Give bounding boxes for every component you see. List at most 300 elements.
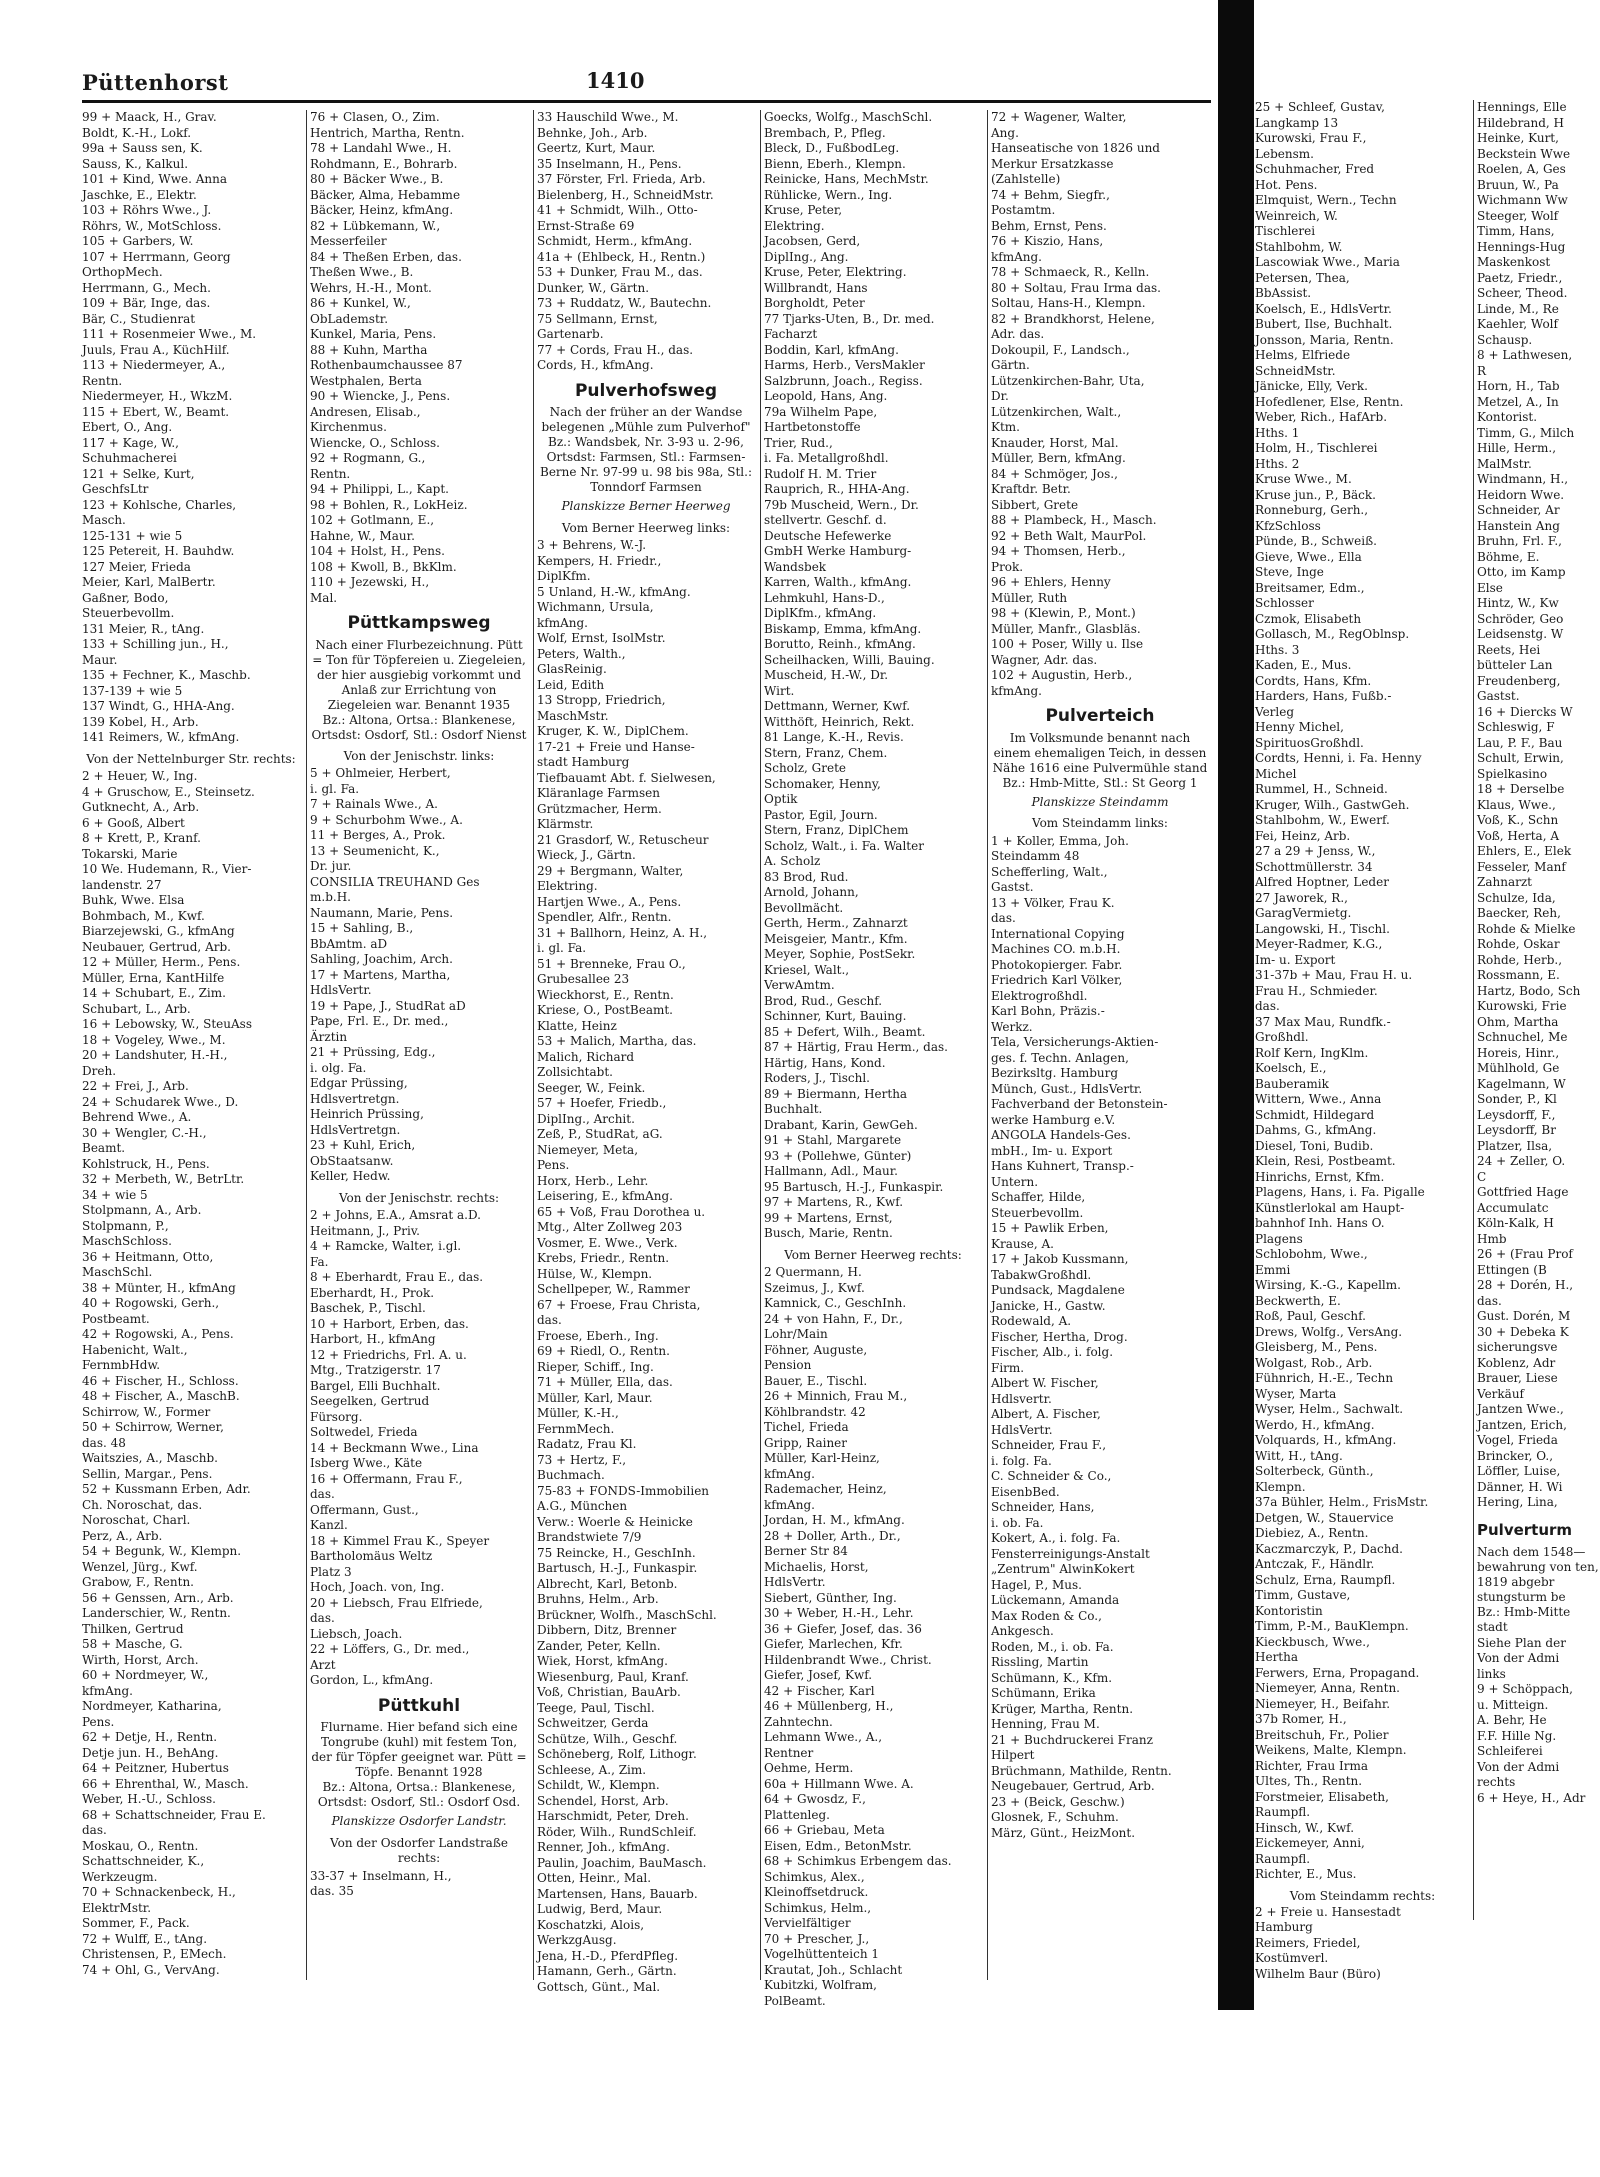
directory-entry: MaschMstr. bbox=[537, 708, 609, 723]
directory-entry: Krüger, Martha, Rentn. bbox=[991, 1701, 1134, 1716]
directory-entry: Radatz, Frau Kl. bbox=[537, 1437, 637, 1451]
directory-entry: 41 + Schmidt, Wilh., Otto- bbox=[537, 203, 698, 217]
directory-entry: Ludwig, Berd, Maur. bbox=[537, 1902, 663, 1916]
directory-entry: Härtig, Hans, Kond. bbox=[764, 1055, 886, 1070]
directory-entry: 14 + Beckmann Wwe., Lina bbox=[310, 1440, 479, 1455]
directory-entry: 48 + Fischer, A., MaschB. bbox=[82, 1389, 240, 1403]
directory-entry: Kläranlage Farmsen bbox=[537, 786, 660, 800]
directory-entry: MaschSchl. bbox=[82, 1265, 153, 1279]
directory-entry: 18 + Vogeley, Wwe., M. bbox=[82, 1032, 226, 1047]
directory-entry: Boldt, K.-H., Lokf. bbox=[82, 125, 192, 140]
directory-entry: Ferwers, Erna, Propagand. bbox=[1255, 1665, 1420, 1680]
directory-entry: Fachverband der Betonstein- bbox=[991, 1097, 1168, 1111]
directory-entry: 62 + Detje, H., Rentn. bbox=[82, 1730, 218, 1744]
directory-entry: Mühlhold, Ge bbox=[1477, 1061, 1560, 1075]
directory-entry: WerkzgAusg. bbox=[537, 1933, 617, 1947]
section-side-label: Vom Steindamm rechts: bbox=[1289, 1888, 1436, 1903]
plan-sketch: Planskizze Berner Heerweg bbox=[561, 499, 731, 513]
directory-entry: A. Behr, He bbox=[1477, 1713, 1547, 1727]
directory-entry: Kagelmann, W bbox=[1477, 1076, 1566, 1091]
directory-entry: Niedermeyer, H., WkzM. bbox=[82, 389, 233, 403]
directory-entry: Machines CO. m.b.H. bbox=[991, 942, 1121, 956]
directory-entry: Raumpfl. bbox=[1255, 1805, 1311, 1819]
directory-entry: Hentrich, Martha, Rentn. bbox=[310, 125, 465, 140]
directory-entry: FernmbHdw. bbox=[82, 1358, 161, 1372]
directory-entry: Mtg., Tratzigerstr. 17 bbox=[310, 1363, 441, 1377]
directory-entry: 30 + Debeka K bbox=[1477, 1324, 1569, 1339]
directory-entry: Vervielfältiger bbox=[764, 1916, 851, 1930]
directory-entry: Accumulatc bbox=[1477, 1200, 1549, 1215]
directory-entry: Dahms, G., kfmAng. bbox=[1255, 1123, 1377, 1137]
directory-entry: Kruse Wwe., M. bbox=[1255, 472, 1352, 486]
directory-entry: Deutsche Hefewerke bbox=[764, 528, 892, 543]
directory-entry: Wyser, Helm., Sachwalt. bbox=[1255, 1402, 1404, 1416]
directory-entry: Hdlsvertr. bbox=[991, 1391, 1052, 1406]
directory-entry: Von der Admi bbox=[1477, 1651, 1560, 1665]
page-gutter bbox=[1218, 0, 1254, 2010]
directory-entry: Tiefbauamt Abt. f. Sielwesen, bbox=[537, 770, 716, 785]
directory-entry: 21 + Prüssing, Edg., bbox=[310, 1045, 436, 1059]
directory-entry: Hoch, Joach. von, Ing. bbox=[310, 1580, 445, 1594]
directory-entry: landenstr. 27 bbox=[82, 877, 162, 892]
directory-entry: 92 + Beth Walt, MaurPol. bbox=[991, 528, 1147, 543]
directory-entry: TabakwGroßhdl. bbox=[991, 1267, 1092, 1282]
directory-entry: 98 + (Klewin, P., Mont.) bbox=[991, 606, 1136, 620]
directory-entry: Bäcker, Alma, Hebamme bbox=[310, 187, 461, 202]
street-note: Nach dem 1548— bewahrung von ten, 1819 abgebr stungsturm be bbox=[1477, 1544, 1599, 1604]
directory-entry: Voß, Herta, A bbox=[1477, 828, 1560, 843]
directory-entry: Pape, Frl. E., Dr. med., bbox=[310, 1014, 449, 1028]
directory-entry: Roß, Paul, Geschf. bbox=[1255, 1309, 1366, 1323]
street-district: Bz.: Hmb-Mitte, Stl.: St Georg 1 bbox=[1002, 775, 1198, 790]
directory-entry: 97 + Martens, R., Kwf. bbox=[764, 1195, 904, 1209]
directory-entry: Bauberamik bbox=[1255, 1076, 1329, 1091]
directory-entry: Bauer, E., Tischl. bbox=[764, 1373, 868, 1388]
directory-entry: Zeß, P., StudRat, aG. bbox=[537, 1127, 663, 1141]
directory-entry: Brod, Rud., Geschf. bbox=[764, 993, 883, 1008]
directory-entry: Fürsorg. bbox=[310, 1409, 363, 1424]
directory-entry: das. bbox=[1477, 1293, 1502, 1308]
directory-entry: Maskenkost bbox=[1477, 255, 1551, 269]
street-district: Bz.: Altona, Ortsa.: Blankenese, Ortsdst: Osdorf, Stl.: Osdorf Nienst bbox=[311, 712, 527, 742]
directory-entry: GeschfsLtr bbox=[82, 482, 149, 496]
directory-entry: Wiek, Horst, kfmAng. bbox=[537, 1654, 668, 1668]
directory-entry: Berner Str 84 bbox=[764, 1544, 848, 1558]
directory-entry: Sibbert, Grete bbox=[991, 497, 1079, 512]
directory-entry: das. bbox=[537, 1313, 562, 1327]
street-heading: Pulverturm bbox=[1477, 1520, 1573, 1539]
directory-entry: Biskamp, Emma, kfmAng. bbox=[764, 621, 922, 636]
directory-entry: kfmAng. bbox=[764, 1497, 815, 1512]
directory-entry: PolBeamt. bbox=[764, 1993, 826, 2008]
directory-entry: 71 + Müller, Ella, das. bbox=[537, 1375, 673, 1389]
directory-entry: Krause, A. bbox=[991, 1236, 1054, 1251]
directory-entry: Spielkasino bbox=[1477, 766, 1548, 781]
directory-entry: 56 + Genssen, Arn., Arb. bbox=[82, 1590, 234, 1605]
directory-entry: Ultes, Th., Rentn. bbox=[1255, 1774, 1363, 1788]
directory-entry: Plagens bbox=[1255, 1231, 1303, 1246]
column-2 bbox=[310, 110, 528, 1980]
directory-entry: C bbox=[1477, 1169, 1487, 1184]
directory-entry: 94 + Philippi, L., Kapt. bbox=[310, 482, 449, 496]
directory-entry: 100 + Poser, Willy u. Ilse bbox=[991, 637, 1144, 651]
directory-entry: Ang. bbox=[991, 125, 1019, 140]
directory-entry: Zahntechn. bbox=[764, 1714, 833, 1729]
directory-entry: 27 a 29 + Jenss, W., bbox=[1255, 844, 1376, 858]
directory-entry: Fa. bbox=[310, 1254, 329, 1269]
directory-entry: 19 + Pape, J., StudRat aD bbox=[310, 998, 466, 1013]
directory-entry: Horeis, Hinr., bbox=[1477, 1045, 1560, 1060]
directory-entry: Rudolf H. M. Trier bbox=[764, 466, 877, 481]
directory-entry: 17-21 + Freie und Hanse- bbox=[537, 739, 695, 754]
directory-entry: Niemeyer, Anna, Rentn. bbox=[1255, 1681, 1400, 1695]
directory-entry: das. bbox=[310, 1611, 335, 1625]
directory-entry: 27 Jaworek, R., bbox=[1255, 890, 1348, 905]
directory-entry: Szeimus, J., Kwf. bbox=[764, 1280, 865, 1295]
directory-entry: Cordts, Hans, Kfm. bbox=[1255, 673, 1372, 688]
directory-entry: Weinreich, W. bbox=[1255, 208, 1338, 223]
directory-entry: Richter, E., Mus. bbox=[1255, 1867, 1357, 1881]
directory-entry: 70 + Prescher, J., bbox=[764, 1931, 870, 1946]
directory-entry: Verkäuf bbox=[1477, 1386, 1524, 1401]
directory-entry: Lebensm. bbox=[1255, 146, 1314, 161]
directory-entry: Hanseatische von 1826 und bbox=[991, 141, 1160, 155]
directory-entry: 102 + Gotlmann, E., bbox=[310, 513, 435, 527]
directory-entry: Albert, A. Fischer, bbox=[991, 1407, 1101, 1421]
directory-entry: 57 + Hoefer, Friedb., bbox=[537, 1096, 667, 1110]
directory-entry: 133 + Schilling jun., H., bbox=[82, 637, 229, 651]
directory-entry: 123 + Kohlsche, Charles, bbox=[82, 497, 237, 512]
directory-entry: Leisering, E., kfmAng. bbox=[537, 1189, 673, 1203]
directory-entry: 5 Unland, H.-W., kfmAng. bbox=[537, 584, 691, 599]
directory-entry: 109 + Bär, Inge, das. bbox=[82, 296, 211, 310]
directory-entry: Jordan, H. M., kfmAng. bbox=[764, 1513, 905, 1527]
directory-entry: Jantzen Wwe., bbox=[1477, 1402, 1564, 1416]
directory-entry: Kaczmarczyk, P., Dachd. bbox=[1255, 1541, 1403, 1556]
directory-entry: Hildenbrandt Wwe., Christ. bbox=[764, 1652, 932, 1667]
directory-entry: Pens. bbox=[537, 1158, 570, 1172]
directory-entry: 74 + Ohl, G., VervAng. bbox=[82, 1962, 220, 1977]
directory-entry: Willbrandt, Hans bbox=[764, 280, 868, 295]
directory-entry: Grützmacher, Herm. bbox=[537, 801, 662, 816]
directory-entry: Platzer, Ilsa, bbox=[1477, 1138, 1553, 1153]
directory-entry: Photokopierger. Fabr. bbox=[991, 957, 1123, 972]
directory-entry: Wenzel, Jürg., Kwf. bbox=[82, 1559, 198, 1574]
directory-entry: Wiencke, O., Schloss. bbox=[310, 435, 440, 450]
directory-entry: Kamnick, C., GeschInh. bbox=[764, 1296, 907, 1310]
directory-entry: Rohde, Herb., bbox=[1477, 952, 1563, 967]
directory-entry: Froese, Eberh., Ing. bbox=[537, 1328, 659, 1343]
directory-entry: Rentner bbox=[764, 1745, 814, 1760]
directory-entry: Koelsch, E., bbox=[1255, 1061, 1327, 1075]
directory-entry: Leidsenstg. W bbox=[1477, 627, 1564, 641]
column-rule bbox=[987, 110, 988, 1980]
directory-entry: 84 + Schmöger, Jos., bbox=[991, 466, 1118, 481]
directory-entry: GmbH Werke Hamburg- bbox=[764, 544, 912, 558]
directory-entry: Hildebrand, H bbox=[1477, 115, 1564, 130]
directory-entry: Gordon, L., kfmAng. bbox=[310, 1673, 434, 1687]
directory-entry: 50 + Schirrow, Werner, bbox=[82, 1420, 224, 1434]
directory-entry: Sahling, Joachim, Arch. bbox=[310, 952, 453, 966]
directory-entry: Roden, M., i. ob. Fa. bbox=[991, 1639, 1114, 1654]
directory-entry: 125 Petereit, H. Bauhdw. bbox=[82, 544, 235, 558]
directory-entry: Scheer, Theod. bbox=[1477, 286, 1568, 300]
directory-entry: 13 + Seumenicht, K., bbox=[310, 843, 440, 858]
directory-entry: Beckwerth, E. bbox=[1255, 1293, 1341, 1308]
directory-entry: Schleswig, F bbox=[1477, 720, 1555, 734]
directory-entry: kfmAng. bbox=[764, 1466, 815, 1481]
directory-entry: (Zahlstelle) bbox=[991, 172, 1061, 186]
directory-entry: Bruun, W., Pa bbox=[1477, 177, 1559, 192]
directory-entry: Breitschuh, Fr., Polier bbox=[1255, 1727, 1389, 1742]
directory-entry: Plattenleg. bbox=[764, 1807, 830, 1822]
directory-entry: 22 + Frei, J., Arb. bbox=[82, 1079, 189, 1093]
directory-entry: 91 + Stahl, Margarete bbox=[764, 1133, 902, 1147]
directory-entry: 54 + Begunk, W., Klempn. bbox=[82, 1544, 242, 1558]
directory-entry: 29 + Bergmann, Walter, bbox=[537, 863, 684, 878]
directory-entry: sicherungsve bbox=[1477, 1340, 1558, 1354]
directory-entry: Reimers, Friedel, bbox=[1255, 1935, 1361, 1950]
directory-entry: Schefferling, Walt., bbox=[991, 864, 1108, 879]
directory-entry: Michaelis, Horst, bbox=[764, 1559, 869, 1574]
directory-entry: Roelen, A, Ges bbox=[1477, 162, 1566, 176]
directory-entry: Timm, P.-M., BauKlempn. bbox=[1255, 1619, 1409, 1633]
directory-entry: GaragVermietg. bbox=[1255, 906, 1352, 920]
directory-entry: 84 + Theßen Erben, das. bbox=[310, 249, 462, 264]
directory-entry: Hülse, W., Klempn. bbox=[537, 1266, 653, 1281]
directory-entry: Von der Admi bbox=[1477, 1759, 1560, 1774]
directory-entry: Hartbetonstoffe bbox=[764, 420, 861, 434]
directory-entry: Rossmann, E. bbox=[1477, 968, 1560, 982]
directory-entry: Kurowski, Frau F., bbox=[1255, 131, 1367, 145]
directory-entry: 92 + Rogmann, G., bbox=[310, 451, 426, 465]
section-side-label: Von der Osdorfer Landstraße rechts: bbox=[330, 1835, 508, 1865]
directory-entry: Vogelhüttenteich 1 bbox=[764, 1947, 880, 1961]
directory-entry: Wieck, J., Gärtn. bbox=[537, 848, 636, 862]
directory-entry: Wyser, Marta bbox=[1255, 1386, 1337, 1401]
directory-entry: Jänicke, Elly, Verk. bbox=[1255, 379, 1368, 393]
directory-entry: 72 + Wulff, E., tAng. bbox=[82, 1931, 208, 1946]
directory-entry: Bienn, Eberh., Klempn. bbox=[764, 156, 906, 171]
directory-entry: Meisgeier, Mantr., Kfm. bbox=[764, 931, 908, 946]
directory-entry: das. bbox=[991, 911, 1016, 925]
directory-entry: 89 + Biermann, Hertha bbox=[764, 1086, 908, 1101]
directory-entry: Moskau, O., Rentn. bbox=[82, 1838, 199, 1853]
directory-entry: Löffler, Luise, bbox=[1477, 1464, 1561, 1478]
directory-entry: Langowski, H., Tischl. bbox=[1255, 921, 1390, 936]
directory-entry: Paulin, Joachim, BauMasch. bbox=[537, 1855, 707, 1870]
directory-entry: Behm, Ernst, Pens. bbox=[991, 218, 1107, 233]
street-heading: Pulverhofsweg bbox=[574, 380, 718, 401]
directory-entry: Busch, Marie, Rentn. bbox=[764, 1226, 893, 1240]
directory-entry: 15 + Sahling, B., bbox=[310, 921, 414, 935]
directory-page bbox=[46, 60, 1211, 2010]
directory-entry: Elektring. bbox=[764, 218, 825, 233]
directory-entry: 37 Förster, Frl. Frieda, Arb. bbox=[537, 172, 706, 186]
directory-entry: 2 + Heuer, W., Ing. bbox=[82, 769, 198, 783]
directory-entry: 113 + Niedermeyer, A., bbox=[82, 358, 226, 372]
directory-entry: 107 + Herrmann, Georg bbox=[82, 249, 231, 264]
directory-entry: Werdo, H., kfmAng. bbox=[1255, 1417, 1375, 1432]
directory-entry: Brincker, O., bbox=[1477, 1448, 1554, 1463]
header-rule bbox=[82, 100, 1211, 103]
directory-entry: Sommer, F., Pack. bbox=[82, 1916, 190, 1930]
directory-entry: 9 + Schurbohm Wwe., A. bbox=[310, 812, 463, 827]
directory-entry: Jaschke, E., Elektr. bbox=[82, 187, 197, 202]
directory-entry: 139 Kobel, H., Arb. bbox=[82, 714, 199, 729]
directory-entry: 73 + Hertz, F., bbox=[537, 1452, 627, 1467]
directory-entry: Wolgast, Rob., Arb. bbox=[1255, 1355, 1373, 1370]
directory-entry: Scholz, Grete bbox=[764, 761, 847, 775]
directory-entry: 5 + Ohlmeier, Herbert, bbox=[310, 766, 451, 780]
directory-entry: Henny Michel, bbox=[1255, 720, 1344, 734]
section-side-label: Von der Jenischstr. links: bbox=[343, 748, 495, 763]
directory-entry: Fei, Heinz, Arb. bbox=[1255, 828, 1351, 843]
directory-entry: Rummel, H., Schneid. bbox=[1255, 782, 1388, 796]
directory-entry: Harbort, H., kfmAng bbox=[310, 1332, 436, 1346]
directory-entry: Werkzeugm. bbox=[82, 1869, 158, 1884]
directory-entry: Schöneberg, Rolf, Lithogr. bbox=[537, 1747, 697, 1761]
directory-entry: Naumann, Marie, Pens. bbox=[310, 905, 454, 920]
directory-entry: VerwAmtm. bbox=[764, 978, 835, 992]
directory-entry: Weber, H.-U., Schloss. bbox=[82, 1792, 216, 1806]
directory-entry: Schomaker, Henny, bbox=[764, 776, 881, 791]
directory-entry: Kruse jun., P., Bäck. bbox=[1255, 487, 1376, 502]
directory-entry: Brückner, Wolfh., MaschSchl. bbox=[537, 1607, 717, 1622]
directory-entry: 35 Inselmann, H., Pens. bbox=[537, 156, 682, 171]
directory-entry: Ebert, O., Ang. bbox=[82, 420, 173, 434]
directory-entry: Eisen, Edm., BetonMstr. bbox=[764, 1838, 912, 1853]
street-district: Bz.: Wandsbek, Nr. 3-93 u. 2-96, Ortsdst: Farmsen, Stl.: Farmsen-Berne Nr. 97-99 u. 98 bis 98a, Stl.: Tonndorf Farmsen bbox=[540, 435, 752, 494]
directory-entry: 81 Lange, K.-H., Revis. bbox=[764, 730, 904, 744]
directory-entry: Malich, Richard bbox=[537, 1049, 635, 1064]
directory-entry: Hartz, Bodo, Sch bbox=[1477, 983, 1581, 998]
column-rule bbox=[533, 110, 534, 1980]
directory-entry: Diesel, Toni, Budib. bbox=[1255, 1138, 1374, 1153]
directory-entry: Elektring. bbox=[537, 879, 598, 893]
directory-entry: Hdlsvertretgn. bbox=[310, 1091, 400, 1106]
directory-entry: Fesseler, Manf bbox=[1477, 859, 1566, 874]
section-side-label: Vom Steindamm links: bbox=[1032, 816, 1168, 830]
directory-entry: Bruhn, Frl. F., bbox=[1477, 534, 1562, 548]
directory-entry: Schlobohm, Wwe., bbox=[1255, 1247, 1368, 1261]
directory-entry: Schuhmacher, Fred bbox=[1255, 162, 1375, 176]
directory-entry: 82 + Brandkhorst, Helene, bbox=[991, 311, 1155, 326]
directory-entry: 32 + Merbeth, W., BetrLtr. bbox=[82, 1172, 245, 1186]
directory-entry: Gerth, Herm., Zahnarzt bbox=[764, 916, 908, 930]
directory-entry: Czmok, Elisabeth bbox=[1255, 611, 1362, 626]
directory-entry: ObLademstr. bbox=[310, 311, 389, 326]
directory-entry: DiplKfm., kfmAng. bbox=[764, 606, 877, 620]
directory-entry: 108 + Kwoll, B., BkKlm. bbox=[310, 559, 457, 574]
directory-entry: Arzt bbox=[310, 1657, 336, 1672]
directory-entry: 80 + Bäcker Wwe., B. bbox=[310, 172, 444, 186]
directory-entry: Bielenberg, H., SchneidMstr. bbox=[537, 187, 714, 202]
directory-entry: 102 + Augustin, Herb., bbox=[991, 668, 1133, 682]
directory-entry: 2 + Johns, E.A., Amsrat a.D. bbox=[310, 1208, 481, 1222]
directory-entry: Klempn. bbox=[1255, 1479, 1306, 1494]
directory-entry: 9 + Schöppach, bbox=[1477, 1682, 1573, 1696]
directory-entry: 53 + Dunker, Frau M., das. bbox=[537, 265, 703, 279]
directory-entry: MaschSchloss. bbox=[82, 1234, 172, 1248]
directory-entry: Scheilhacken, Willi, Bauing. bbox=[764, 652, 935, 667]
directory-entry: HdlsVertr. bbox=[991, 1422, 1053, 1437]
directory-entry: Stern, Franz, Chem. bbox=[764, 745, 888, 760]
directory-entry: Leopold, Hans, Ang. bbox=[764, 389, 888, 403]
directory-entry: 127 Meier, Frieda bbox=[82, 559, 191, 574]
directory-entry: 64 + Gwosdz, F., bbox=[764, 1792, 866, 1806]
directory-entry: Dettmann, Werner, Kwf. bbox=[764, 699, 911, 713]
directory-entry: Hartjen Wwe., A., Pens. bbox=[537, 894, 682, 909]
directory-entry: Schneider, Ar bbox=[1477, 503, 1560, 517]
directory-entry: Reinicke, Hans, MechMstr. bbox=[764, 172, 929, 186]
facing-column-1 bbox=[1255, 100, 1470, 1981]
directory-entry: 16 + Offermann, Frau F., bbox=[310, 1471, 463, 1486]
running-head: Püttenhorst bbox=[82, 70, 229, 95]
directory-entry: 135 + Fechner, K., Maschb. bbox=[82, 668, 251, 682]
street-heading: Pulverteich bbox=[1045, 706, 1155, 726]
directory-entry: Meyer, Sophie, PostSekr. bbox=[764, 947, 916, 961]
directory-entry: Wittern, Wwe., Anna bbox=[1255, 1092, 1382, 1106]
directory-entry: Postamtm. bbox=[991, 203, 1056, 217]
directory-entry: Voß, Christian, BauArb. bbox=[537, 1685, 681, 1699]
directory-entry: Brandstwiete 7/9 bbox=[537, 1530, 642, 1544]
directory-entry: Schellpeper, W., Rammer bbox=[537, 1282, 690, 1296]
directory-entry: Klein, Resi, Postbeamt. bbox=[1255, 1154, 1396, 1168]
directory-entry: Nordmeyer, Katharina, bbox=[82, 1699, 222, 1713]
directory-entry: 88 + Plambeck, H., Masch. bbox=[991, 513, 1157, 527]
directory-entry: Schirrow, W., Former bbox=[82, 1404, 211, 1419]
directory-entry: Siebert, Günther, Ing. bbox=[764, 1590, 897, 1605]
page-header bbox=[46, 60, 1211, 100]
directory-entry: 78 + Schmaeck, R., Kelln. bbox=[991, 265, 1150, 279]
directory-entry: das. 48 bbox=[82, 1435, 126, 1450]
directory-entry: Maur. bbox=[82, 652, 118, 667]
directory-entry: bahnhof Inh. Hans O. bbox=[1255, 1216, 1385, 1230]
directory-entry: Röder, Wilh., RundSchleif. bbox=[537, 1824, 697, 1839]
directory-entry: Kokert, A., i. folg. Fa. bbox=[991, 1531, 1121, 1545]
directory-entry: Schütze, Wilh., Geschf. bbox=[537, 1731, 678, 1746]
directory-entry: Fischer, Hertha, Drog. bbox=[991, 1329, 1128, 1344]
directory-entry: Gastst. bbox=[1477, 689, 1520, 703]
directory-entry: Hamburg bbox=[1255, 1920, 1313, 1934]
directory-entry: 24 + Schudarek Wwe., D. bbox=[82, 1094, 239, 1109]
directory-entry: Rieper, Schiff., Ing. bbox=[537, 1359, 654, 1374]
directory-entry: Fühnrich, H.-E., Techn bbox=[1255, 1371, 1394, 1385]
directory-entry: Schneider, Frau F., bbox=[991, 1438, 1107, 1452]
directory-entry: Koelsch, E., HdlsVertr. bbox=[1255, 301, 1392, 316]
directory-entry: OrthopMech. bbox=[82, 265, 163, 279]
directory-entry: Boddin, Karl, kfmAng. bbox=[764, 342, 899, 357]
directory-entry: Witthöft, Heinrich, Rekt. bbox=[764, 714, 915, 729]
column-rule bbox=[760, 110, 761, 1980]
directory-entry: Kruse, Peter, Elektring. bbox=[764, 265, 907, 279]
directory-entry: Dänner, H. Wi bbox=[1477, 1479, 1563, 1494]
directory-entry: Heitmann, J., Priv. bbox=[310, 1223, 420, 1238]
directory-entry: Plagens, Hans, i. Fa. Pigalle bbox=[1255, 1185, 1425, 1199]
directory-entry: Hahne, W., Maur. bbox=[310, 528, 415, 543]
directory-entry: Roders, J., Tischl. bbox=[764, 1071, 870, 1085]
directory-entry: Optik bbox=[764, 792, 798, 806]
directory-entry: das. 35 bbox=[310, 1884, 354, 1898]
directory-entry: Brembach, P., Pfleg. bbox=[764, 125, 886, 140]
directory-entry: 83 Brod, Rud. bbox=[764, 869, 849, 884]
directory-entry: 87 + Härtig, Frau Herm., das. bbox=[764, 1040, 948, 1054]
directory-entry: 8 + Eberhardt, Frau E., das. bbox=[310, 1270, 484, 1284]
directory-entry: Stolpmann, P., bbox=[82, 1218, 169, 1233]
directory-entry: Friedrich Karl Völker, bbox=[991, 973, 1123, 987]
directory-entry: 68 + Schattschneider, Frau E. bbox=[82, 1807, 266, 1822]
